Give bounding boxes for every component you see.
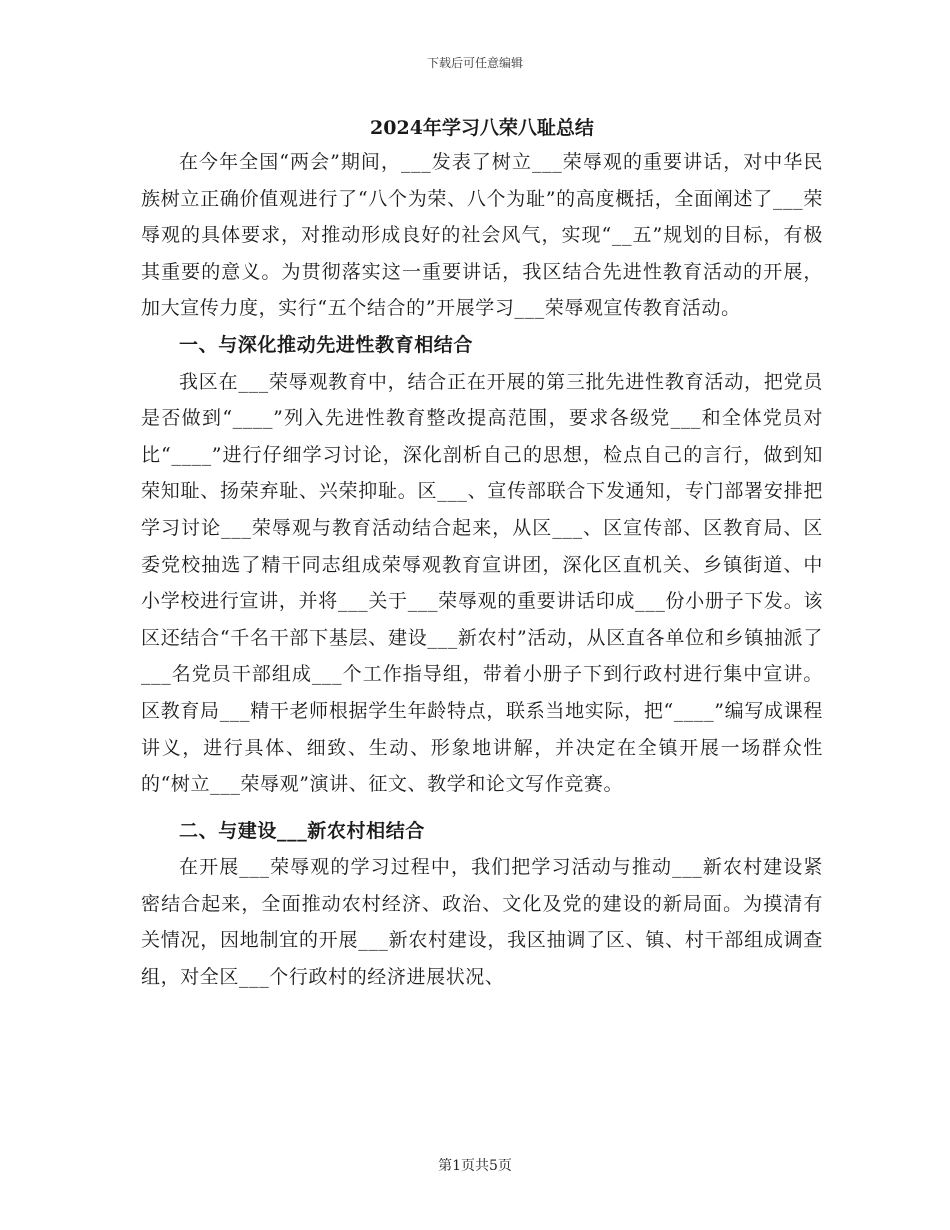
section-1-heading: 一、与深化推动先进性教育相结合 xyxy=(179,333,474,356)
section-1-paragraph: 我区在___荣辱观教育中，结合正在开展的第三批先进性教育活动，把党员是否做到“____”列入先进性教育整改提高范围，要求各级党___和全体党员对比“____”进行仔细学习讨论，深化剖析自己的思想，检点自己的言行，做到知荣知耻、扬荣弃耻、兴荣抑耻。区___、宣传部联合下发通知，专门部署安排把学习讨论___荣辱观与教育活动结合起来，从区___、区宣传部、区教育局、区委党校抽选了精干同志组成荣辱观教育宣讲团，深化区直机关、乡镇街道、中小学校进行宣讲，并将___关于___荣辱观的重要讲话印成___份小册子下发。该区还结合“千名干部下基层、建设___新农村”活动，从区直各单位和乡镇抽派了___名党员干部组成___个工作指导组，带着小册子下到行政村进行集中宣讲。区教育局___精干老师根据学生年龄特点，联系当地实际，把“____”编写成课程讲义，进行具体、细致、生动、形象地讲解，并决定在全镇开展一场群众性的“树立___荣辱观”演讲、征文、教学和论文写作竞赛。 xyxy=(141,370,823,796)
document-body xyxy=(141,112,823,996)
intro-paragraph: 在今年全国“两会”期间，___发表了树立___荣辱观的重要讲话，对中华民族树立正确价值观进行了“八个为荣、八个为耻”的高度概括，全面阐述了___荣辱观的具体要求，对推动形成良好的社会风气，实现“__五”规划的目标，有极其重要的意义。为贯彻落实这一重要讲话，我区结合先进性教育活动的开展，加大宣传力度，实行“五个结合的”开展学习___荣辱观宣传教育活动。 xyxy=(141,151,823,320)
section-2-heading: 二、与建设___新农村相结合 xyxy=(179,819,425,842)
header-note: 下载后可任意编辑 xyxy=(426,56,523,70)
document-title: 2024年学习八荣八耻总结 xyxy=(370,117,594,139)
section-2-paragraph: 在开展___荣辱观的学习过程中，我们把学习活动与推动___新农村建设紧密结合起来，全面推动农村经济、政治、文化及党的建设的新局面。为摸清有关情况，因地制宜的开展___新农村建设，我区抽调了区、镇、村干部组成调查组，对全区___个行政村的经济进展状况、 xyxy=(141,856,823,989)
page-number: 第1页共5页 xyxy=(438,1158,512,1174)
